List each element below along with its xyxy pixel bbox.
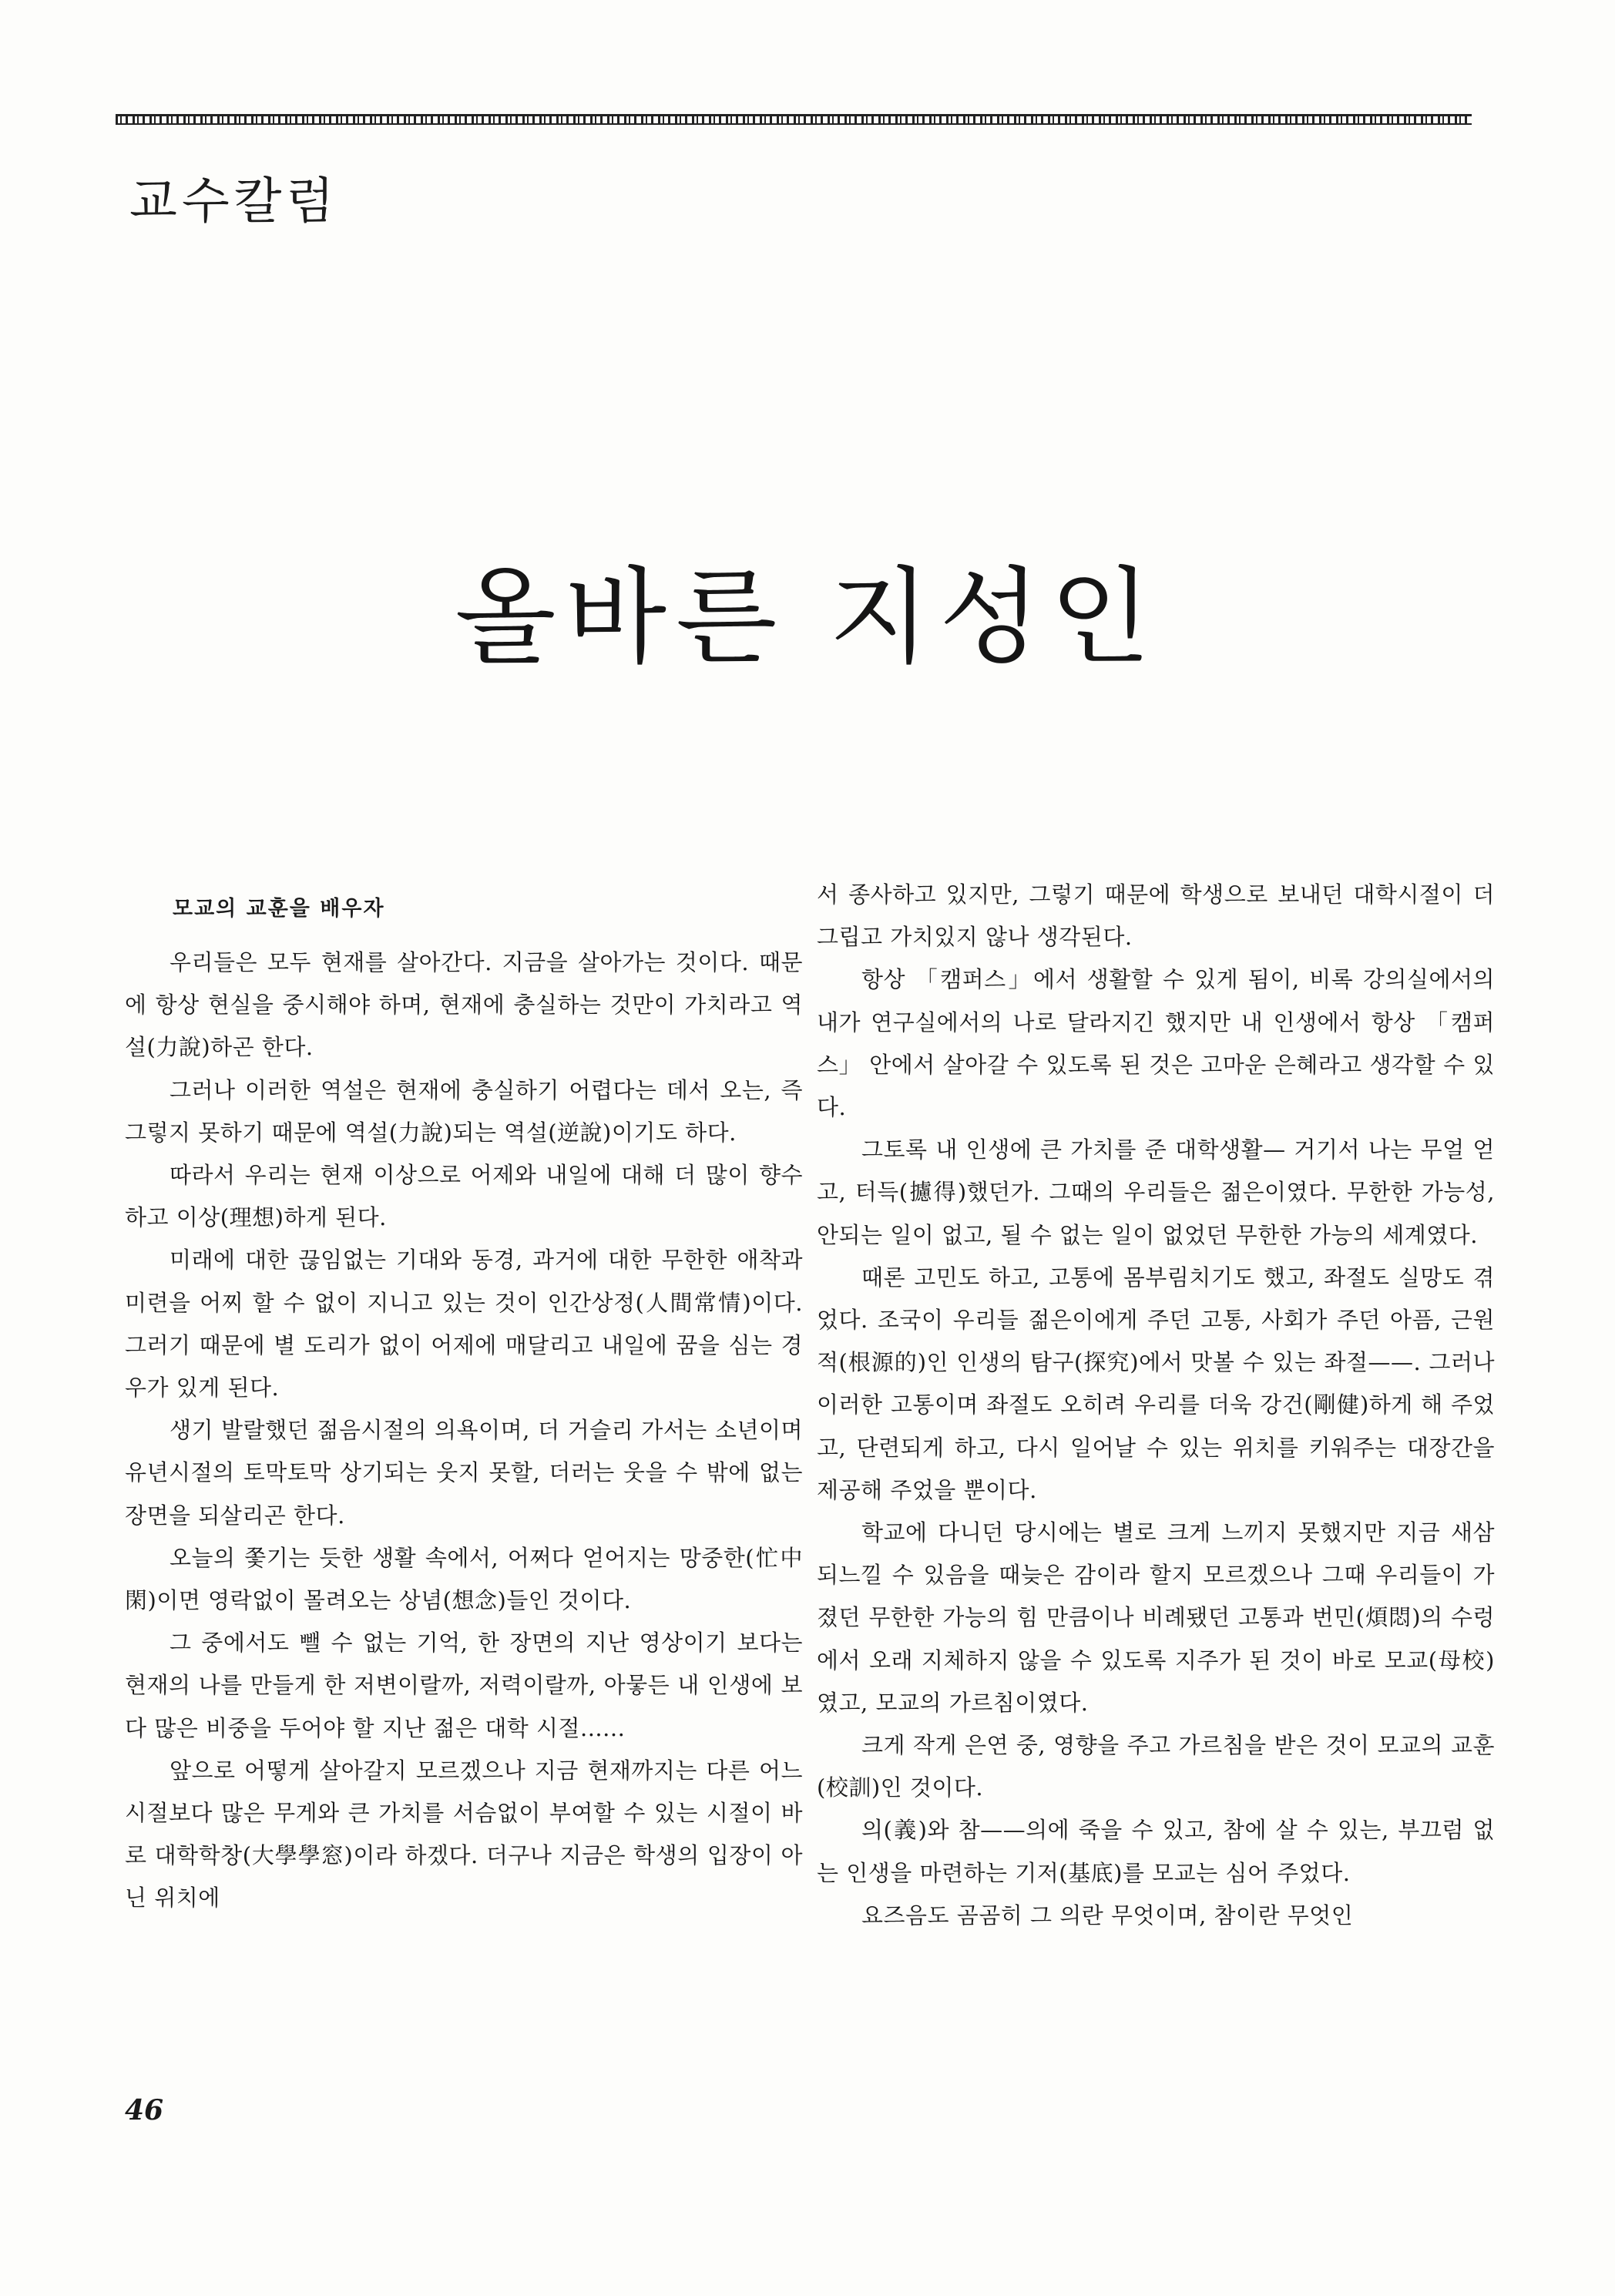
left-column [125, 894, 803, 1920]
decorative-top-rule [116, 114, 1472, 125]
left-paragraph-3: 따라서 우리는 현재 이상으로 어제와 내일에 대해 더 많이 향수하고 이상(理想)하게 된다. [125, 1162, 803, 1231]
right-paragraph-3: 때론 고민도 하고, 고통에 몸부림치기도 했고, 좌절도 실망도 겪었다. 조국이 우리들 젊은이에게 주던 고통, 사회가 주던 아픔, 근원적(根源的)인 인생의 탐구(探究)에서 맛볼 수 있는 좌절——. 그러나 이러한 고통이며 좌절도 오히려 우리를 더욱 강건(剛健)하게 해 주었고, 단련되게 하고, 다시 일어날 수 있는 위치를 키워주는 대장간을 제공해 주었을 뿐이다. [817, 1264, 1495, 1503]
left-paragraph-4: 미래에 대한 끊임없는 기대와 동경, 과거에 대한 무한한 애착과 미련을 어찌 할 수 없이 지니고 있는 것이 인간상정(人間常情)이다. 그러기 때문에 별 도리가 없이 어제에 매달리고 내일에 꿈을 심는 경우가 있게 된다. [125, 1247, 803, 1401]
right-column [817, 874, 1495, 1937]
left-paragraph-1: 우리들은 모두 현재를 살아간다. 지금을 살아가는 것이다. 때문에 항상 현실을 중시해야 하며, 현재에 충실하는 것만이 가치라고 역설(力說)하곤 한다. [125, 949, 803, 1061]
left-paragraph-8: 앞으로 어떻게 살아갈지 모르겠으나 지금 현재까지는 다른 어느 시절보다 많은 무게와 큰 가치를 서슴없이 부여할 수 있는 시절이 바로 대학학창(大學學窓)이라 하겠다. 더구나 지금은 학생의 입장이 아닌 위치에 [125, 1757, 803, 1912]
article-title: 올바른 지성인 [455, 557, 1160, 680]
left-paragraph-7: 그 중에서도 뺄 수 없는 기억, 한 장면의 지난 영상이기 보다는 현재의 나를 만들게 한 저변이랄까, 저력이랄까, 아뭏든 내 인생에 보다 많은 비중을 두어야 할 지난 젊은 대학 시절...... [125, 1630, 803, 1741]
right-paragraph-6: 의(義)와 참——의에 죽을 수 있고, 참에 살 수 있는, 부끄럼 없는 인생을 마련하는 기저(基底)를 모교는 심어 주었다. [817, 1817, 1495, 1886]
right-paragraph-7: 요즈음도 곰곰히 그 의란 무엇이며, 참이란 무엇인 [861, 1902, 1354, 1928]
right-continuation-paragraph: 서 종사하고 있지만, 그렇기 때문에 학생으로 보내던 대학시절이 더 그립고 가치있지 않나 생각된다. [817, 881, 1495, 951]
right-paragraph-1: 항상 「캠퍼스」에서 생활할 수 있게 됨이, 비록 강의실에서의 내가 연구실에서의 나로 달라지긴 했지만 내 인생에서 항상 「캠퍼스」 안에서 살아갈 수 있도록 된 것은 고마운 은혜라고 생각할 수 있다. [817, 966, 1495, 1121]
article-subheading: 모교의 교훈을 배우자 [173, 897, 385, 921]
page-number: 46 [125, 2094, 164, 2126]
right-paragraph-2: 그토록 내 인생에 큰 가치를 준 대학생활— 거기서 나는 무얼 얻고, 터득(攄得)했던가. 그때의 우리들은 젊은이였다. 무한한 가능성, 안되는 일이 없고, 될 수 없는 일이 없었던 무한한 가능의 세계였다. [817, 1136, 1495, 1248]
left-paragraph-2: 그러나 이러한 역설은 현재에 충실하기 어렵다는 데서 오는, 즉 그렇지 못하기 때문에 역설(力說)되는 역설(逆說)이기도 하다. [125, 1076, 803, 1146]
left-paragraph-5: 생기 발랄했던 젊음시절의 의욕이며, 더 거슬리 가서는 소년이며 유년시절의 토막토막 상기되는 웃지 못할, 더러는 웃을 수 밖에 없는 장면을 되살리곤 한다. [125, 1417, 803, 1529]
right-paragraph-4: 학교에 다니던 당시에는 별로 크게 느끼지 못했지만 지금 새삼 되느낄 수 있음을 때늦은 감이라 할지 모르겠으나 그때 우리들이 가졌던 무한한 가능의 힘 만큼이나 비례됐던 고통과 번민(煩悶)의 수렁에서 오래 지체하지 않을 수 있도록 지주가 된 것이 바로 모교(母校)였고, 모교의 가르침이였다. [817, 1519, 1495, 1716]
right-paragraph-5: 크게 작게 은연 중, 영향을 주고 가르침을 받은 것이 모교의 교훈(校訓)인 것이다. [817, 1732, 1495, 1801]
left-paragraph-6: 오늘의 쫓기는 듯한 생활 속에서, 어쩌다 얻어지는 망중한(忙中閑)이면 영락없이 몰려오는 상념(想念)들인 것이다. [125, 1544, 803, 1614]
section-label: 교수칼럼 [129, 173, 339, 230]
